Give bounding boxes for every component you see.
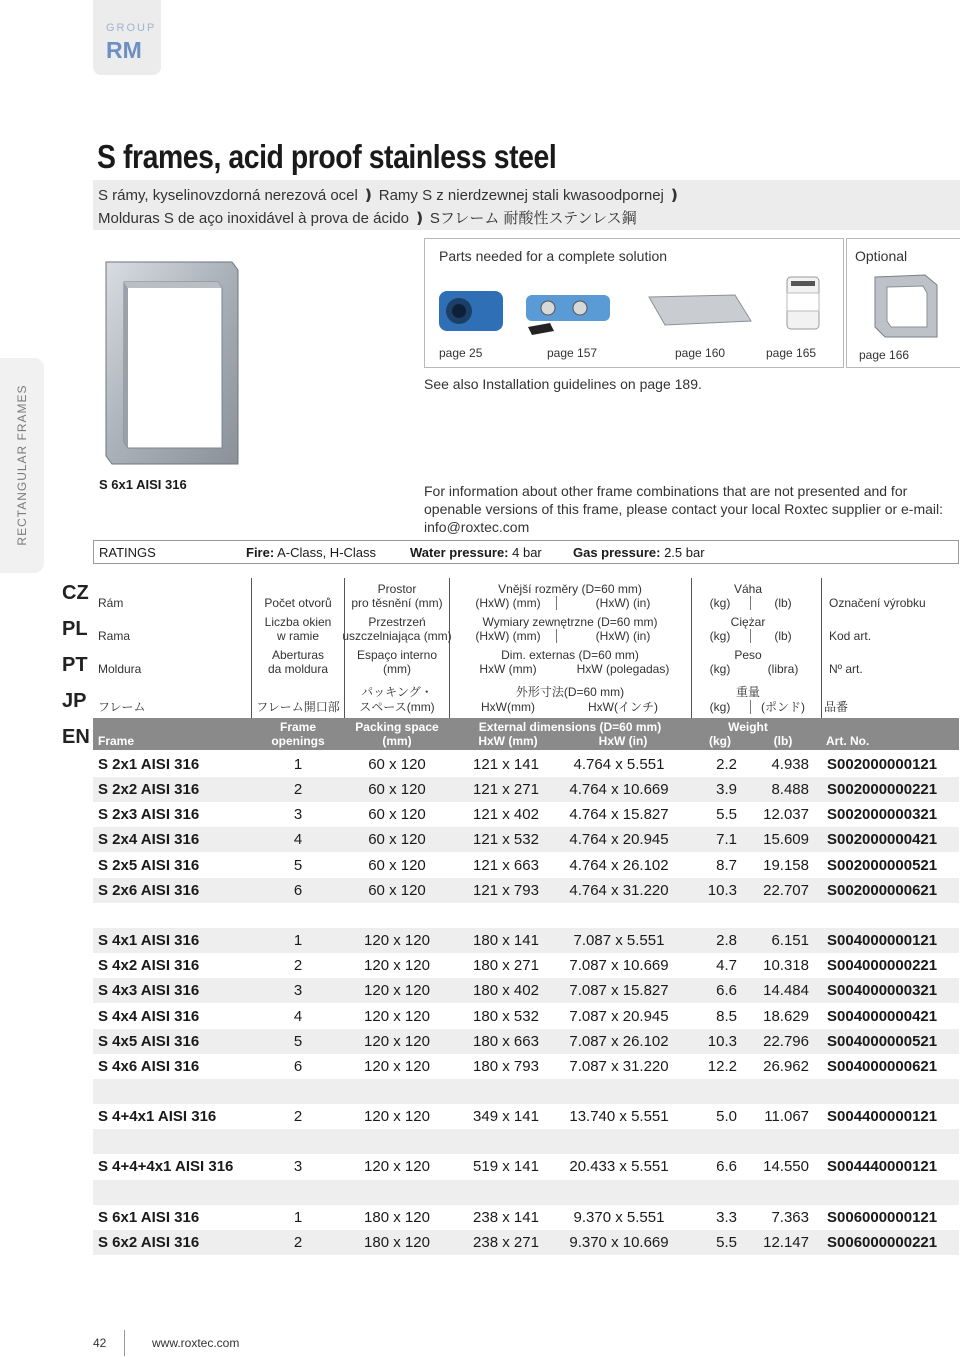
cell-ext-in: 13.740 x 5.551 bbox=[569, 1108, 669, 1126]
hdr-ext-mm: (HxW) (mm) bbox=[475, 629, 541, 643]
cell-art: S004000000421 bbox=[827, 1007, 938, 1025]
lubricant-image bbox=[783, 273, 823, 333]
cell-lb: 26.962 bbox=[763, 1057, 809, 1075]
optional-frame-image bbox=[865, 271, 945, 341]
cell-packing: 120 x 120 bbox=[364, 932, 430, 950]
cell-art: S004400000121 bbox=[827, 1108, 938, 1126]
cell-lb: 12.037 bbox=[763, 806, 809, 824]
gas-rating bbox=[573, 545, 705, 560]
cell-art: S002000000221 bbox=[827, 781, 938, 799]
page-title: S frames, acid proof stainless steel bbox=[97, 138, 557, 175]
cell-name: S 4+4x1 AISI 316 bbox=[98, 1108, 217, 1126]
ratings-bar bbox=[93, 540, 959, 564]
cell-ext-mm: 519 x 141 bbox=[473, 1158, 539, 1176]
cell-kg: 6.6 bbox=[716, 982, 737, 1000]
product-label: S 6x1 AISI 316 bbox=[99, 477, 187, 492]
cell-openings: 5 bbox=[293, 856, 303, 874]
table-row bbox=[93, 1004, 959, 1029]
fire-value: A-Class, H-Class bbox=[277, 545, 377, 560]
cell-art: S002000000621 bbox=[827, 881, 938, 899]
water-label: Water pressure: bbox=[410, 545, 509, 560]
cell-lb: 11.067 bbox=[764, 1108, 809, 1126]
cell-ext-in: 9.370 x 5.551 bbox=[573, 1208, 665, 1226]
cell-art: S006000000121 bbox=[827, 1208, 938, 1226]
cell-name: S 2x1 AISI 316 bbox=[98, 756, 200, 773]
group-tab bbox=[93, 0, 161, 75]
cell-ext-in: 4.764 x 5.551 bbox=[573, 756, 665, 773]
cell-name: S 6x1 AISI 316 bbox=[98, 1208, 200, 1226]
cell-openings: 1 bbox=[293, 932, 303, 950]
cell-packing: 60 x 120 bbox=[368, 781, 426, 799]
hdr-packing-2: (mm) bbox=[382, 734, 412, 748]
cell-openings: 2 bbox=[293, 957, 303, 975]
hdr-weight: Ciężar bbox=[730, 615, 766, 629]
cell-lb: 19.158 bbox=[763, 856, 809, 874]
cell-kg: 5.5 bbox=[716, 1233, 737, 1251]
cell-lb: 22.796 bbox=[763, 1032, 809, 1050]
header-row-pt bbox=[93, 647, 959, 679]
cell-ext-mm: 180 x 271 bbox=[473, 957, 539, 975]
cell-ext-in: 7.087 x 5.551 bbox=[573, 932, 665, 950]
cell-packing: 60 x 120 bbox=[368, 831, 426, 849]
header-row-cz bbox=[93, 580, 959, 612]
hdr-packing-2: uszczelniająca (mm) bbox=[342, 629, 452, 643]
cell-name: S 4x3 AISI 316 bbox=[98, 982, 200, 1000]
table-row bbox=[93, 903, 959, 928]
cell-ext-in: 4.764 x 31.220 bbox=[569, 881, 669, 899]
cell-kg: 5.0 bbox=[716, 1108, 737, 1126]
hdr-art: Art. No. bbox=[826, 734, 870, 748]
hdr-openings-2: openings bbox=[271, 734, 325, 748]
cell-packing: 120 x 120 bbox=[364, 1007, 430, 1025]
cell-kg: 8.5 bbox=[716, 1007, 737, 1025]
hdr-ext-mm: HxW (mm) bbox=[479, 662, 537, 676]
cell-kg: 2.8 bbox=[716, 932, 737, 950]
hdr-ext-mm: (HxW) (mm) bbox=[475, 596, 541, 610]
hdr-frame: Rám bbox=[98, 596, 124, 610]
hdr-lb: (ポンド) bbox=[761, 700, 805, 714]
hdr-kg: (kg) bbox=[709, 629, 731, 643]
cell-packing: 120 x 120 bbox=[364, 1057, 430, 1075]
cell-name: S 2x2 AISI 316 bbox=[98, 781, 200, 799]
cell-name: S 4x5 AISI 316 bbox=[98, 1032, 200, 1050]
hdr-art: Kod art. bbox=[829, 629, 872, 643]
hdr-packing-2: (mm) bbox=[383, 662, 411, 676]
table-row bbox=[93, 1029, 959, 1054]
header-row-jp bbox=[93, 683, 959, 717]
cell-art: S002000000421 bbox=[827, 831, 938, 849]
cell-art: S006000000221 bbox=[827, 1233, 938, 1251]
cell-art: S002000000521 bbox=[827, 856, 938, 874]
hdr-openings: Počet otvorů bbox=[264, 596, 332, 610]
hdr-lb: (lb) bbox=[774, 629, 792, 643]
cell-ext-in: 7.087 x 20.945 bbox=[569, 1007, 669, 1025]
hdr-frame: Moldura bbox=[98, 662, 142, 676]
hdr-ext-mm: HxW(mm) bbox=[481, 700, 535, 714]
cell-packing: 120 x 120 bbox=[364, 1108, 430, 1126]
hdr-kg: (kg) bbox=[709, 700, 731, 714]
hdr-weight: 重量 bbox=[735, 685, 760, 699]
side-tab bbox=[0, 358, 44, 573]
page-ref-2: page 157 bbox=[547, 346, 598, 360]
cell-packing: 60 x 120 bbox=[368, 881, 426, 899]
group-label: GROUP bbox=[106, 22, 157, 34]
cell-lb: 6.151 bbox=[771, 932, 809, 950]
hdr-ext-in: HxW(インチ) bbox=[588, 700, 658, 714]
cell-ext-in: 9.370 x 10.669 bbox=[569, 1233, 669, 1251]
hdr-packing-1: Prostor bbox=[377, 582, 417, 596]
cell-kg: 2.2 bbox=[716, 756, 737, 773]
cell-name: S 2x5 AISI 316 bbox=[98, 856, 200, 874]
cell-kg: 7.1 bbox=[716, 831, 737, 849]
cell-kg: 8.7 bbox=[716, 856, 737, 874]
hdr-openings: フレーム開口部 bbox=[256, 700, 340, 714]
cell-openings: 1 bbox=[293, 1208, 303, 1226]
table-row bbox=[93, 827, 959, 852]
gas-value: 2.5 bar bbox=[664, 545, 705, 560]
cell-art: S004000000621 bbox=[827, 1057, 938, 1075]
cell-kg: 4.7 bbox=[716, 957, 737, 975]
hdr-openings-2: w ramie bbox=[276, 629, 319, 643]
cell-ext-mm: 180 x 663 bbox=[473, 1032, 539, 1050]
cell-openings: 2 bbox=[293, 1108, 303, 1126]
cell-packing: 120 x 120 bbox=[364, 1158, 430, 1176]
cell-ext-in: 4.764 x 10.669 bbox=[569, 781, 669, 799]
cell-name: S 2x6 AISI 316 bbox=[98, 881, 200, 899]
gas-label: Gas pressure: bbox=[573, 545, 661, 560]
hdr-frame: Rama bbox=[98, 629, 131, 643]
table-row bbox=[93, 853, 959, 878]
hdr-ext: Vnější rozměry (D=60 mm) bbox=[498, 582, 642, 596]
cell-openings: 3 bbox=[293, 806, 303, 824]
cell-ext-mm: 349 x 141 bbox=[473, 1108, 539, 1126]
optional-title: Optional bbox=[855, 248, 908, 264]
hdr-weight: Weight bbox=[728, 720, 768, 734]
table-row bbox=[93, 777, 959, 802]
info-text: For information about other frame combinations that are not presented and for openable versions of this frame, please contact your local Roxtec supplier or e-mail: info@roxtec.com bbox=[424, 483, 944, 535]
table-row bbox=[93, 1054, 959, 1079]
lang-en: EN bbox=[62, 726, 90, 748]
cell-lb: 22.707 bbox=[763, 881, 809, 899]
hdr-art: 品番 bbox=[824, 700, 849, 714]
cell-ext-mm: 121 x 793 bbox=[473, 881, 539, 899]
lang-pt: PT bbox=[62, 654, 88, 676]
table-row bbox=[93, 878, 959, 903]
language-codes bbox=[62, 582, 88, 762]
hdr-frame: Frame bbox=[98, 734, 135, 748]
table-row bbox=[93, 1154, 959, 1179]
cell-openings: 2 bbox=[293, 1233, 303, 1251]
cell-art: S004000000121 bbox=[827, 932, 938, 950]
compression-unit-image bbox=[520, 279, 615, 339]
cell-ext-mm: 121 x 663 bbox=[473, 856, 539, 874]
lang-cz: CZ bbox=[62, 582, 89, 604]
hdr-packing-2: pro těsnění (mm) bbox=[351, 596, 443, 610]
table-row bbox=[93, 752, 959, 777]
footer-url: www.roxtec.com bbox=[152, 1336, 240, 1350]
table-row bbox=[93, 1180, 959, 1205]
optional-box bbox=[846, 238, 960, 368]
cell-name: S 6x2 AISI 316 bbox=[98, 1233, 200, 1251]
hdr-ext-in: (HxW) (in) bbox=[595, 596, 651, 610]
lang-pl: PL bbox=[62, 618, 88, 640]
cell-ext-in: 4.764 x 20.945 bbox=[569, 831, 669, 849]
cell-ext-in: 7.087 x 31.220 bbox=[569, 1057, 669, 1075]
cell-ext-mm: 121 x 271 bbox=[473, 781, 539, 799]
cell-packing: 60 x 120 bbox=[368, 856, 426, 874]
hdr-kg: (kg) bbox=[709, 596, 731, 610]
cell-art: S002000000321 bbox=[827, 806, 938, 824]
stayplate-image bbox=[645, 287, 755, 332]
cell-ext-in: 4.764 x 26.102 bbox=[569, 856, 669, 874]
cell-ext-in: 20.433 x 5.551 bbox=[569, 1158, 669, 1176]
fire-label: Fire: bbox=[246, 545, 275, 560]
cell-kg: 10.3 bbox=[707, 881, 737, 899]
cell-openings: 2 bbox=[293, 781, 303, 799]
hdr-frame: フレーム bbox=[98, 700, 146, 714]
cell-kg: 5.5 bbox=[716, 806, 737, 824]
cell-packing: 180 x 120 bbox=[364, 1233, 430, 1251]
hdr-ext-in: (HxW) (in) bbox=[595, 629, 651, 643]
cell-ext-mm: 180 x 141 bbox=[473, 932, 539, 950]
hdr-ext-in: HxW (in) bbox=[598, 734, 648, 748]
cell-openings: 5 bbox=[293, 1032, 303, 1050]
cell-lb: 12.147 bbox=[763, 1233, 809, 1251]
cell-ext-mm: 121 x 141 bbox=[473, 756, 539, 773]
cell-lb: 8.488 bbox=[771, 781, 809, 799]
hdr-packing-1: パッキング・ bbox=[361, 685, 433, 699]
page-ref-3: page 160 bbox=[675, 346, 726, 360]
table-row bbox=[93, 978, 959, 1003]
cell-packing: 60 x 120 bbox=[368, 756, 426, 773]
cell-ext-mm: 121 x 532 bbox=[473, 831, 539, 849]
table-row bbox=[93, 1079, 959, 1104]
water-value: 4 bar bbox=[512, 545, 542, 560]
cell-name: S 4x1 AISI 316 bbox=[98, 932, 200, 950]
cell-packing: 180 x 120 bbox=[364, 1208, 430, 1226]
cell-openings: 4 bbox=[293, 1007, 303, 1025]
cell-kg: 3.3 bbox=[716, 1208, 737, 1226]
cell-ext-in: 7.087 x 10.669 bbox=[569, 957, 669, 975]
page-number: 42 bbox=[93, 1336, 107, 1350]
table-row bbox=[93, 1230, 959, 1255]
cell-openings: 3 bbox=[293, 982, 303, 1000]
cell-art: S004000000321 bbox=[827, 982, 938, 1000]
side-tab-label: RECTANGULAR FRAMES bbox=[15, 384, 29, 546]
cell-art: S002000000121 bbox=[827, 756, 938, 773]
group-code: RM bbox=[106, 37, 142, 63]
hdr-kg: (kg) bbox=[709, 734, 731, 748]
table-row bbox=[93, 928, 959, 953]
cell-lb: 14.550 bbox=[763, 1158, 809, 1176]
cell-ext-in: 4.764 x 15.827 bbox=[569, 806, 669, 824]
cell-name: S 2x4 AISI 316 bbox=[98, 831, 200, 849]
hdr-lb: (lb) bbox=[773, 734, 793, 748]
hdr-openings-1: Liczba okien bbox=[264, 615, 332, 629]
hdr-ext: Wymiary zewnętrzne (D=60 mm) bbox=[482, 615, 658, 629]
hdr-packing-1: Espaço interno bbox=[356, 648, 438, 662]
cell-openings: 1 bbox=[293, 756, 303, 773]
ratings-label: RATINGS bbox=[99, 545, 156, 560]
cell-ext-mm: 238 x 271 bbox=[473, 1233, 539, 1251]
fire-rating bbox=[246, 545, 376, 560]
parts-needed-box bbox=[424, 238, 844, 368]
table-row bbox=[93, 1104, 959, 1129]
header-row-pl bbox=[93, 614, 959, 646]
hdr-art: Nº art. bbox=[829, 662, 863, 676]
cell-ext-mm: 180 x 402 bbox=[473, 982, 539, 1000]
cell-openings: 6 bbox=[293, 881, 303, 899]
page-ref-4: page 165 bbox=[766, 346, 817, 360]
table-row bbox=[93, 953, 959, 978]
cell-lb: 18.629 bbox=[763, 1007, 809, 1025]
cell-lb: 4.938 bbox=[771, 756, 809, 773]
cell-openings: 3 bbox=[293, 1158, 303, 1176]
hdr-weight: Peso bbox=[734, 648, 762, 662]
hdr-ext-in: HxW (polegadas) bbox=[576, 662, 670, 676]
cell-name: S 4+4+4x1 AISI 316 bbox=[98, 1158, 234, 1176]
cell-ext-in: 7.087 x 15.827 bbox=[569, 982, 669, 1000]
cell-packing: 120 x 120 bbox=[364, 982, 430, 1000]
cell-ext-mm: 238 x 141 bbox=[473, 1208, 539, 1226]
page-ref-1: page 25 bbox=[439, 346, 483, 360]
header-row-en bbox=[93, 718, 959, 750]
hdr-ext: Dim. externas (D=60 mm) bbox=[501, 648, 639, 662]
cell-packing: 120 x 120 bbox=[364, 957, 430, 975]
frame-product-image bbox=[96, 258, 242, 470]
cell-lb: 14.484 bbox=[763, 982, 809, 1000]
subtitle-line-1: S rámy, kyselinovzdorná nerezová ocel ❫ Ramy S z nierdzewnej stali kwasoodpornej ❫ bbox=[98, 187, 681, 204]
cell-name: S 4x6 AISI 316 bbox=[98, 1057, 200, 1075]
cell-kg: 10.3 bbox=[707, 1032, 737, 1050]
cell-ext-mm: 121 x 402 bbox=[473, 806, 539, 824]
parts-title: Parts needed for a complete solution bbox=[439, 248, 668, 264]
water-rating bbox=[410, 545, 542, 560]
footer-divider bbox=[124, 1330, 125, 1356]
cell-ext-in: 7.087 x 26.102 bbox=[569, 1032, 669, 1050]
cell-packing: 120 x 120 bbox=[364, 1032, 430, 1050]
table-row bbox=[93, 1129, 959, 1154]
cell-name: S 4x4 AISI 316 bbox=[98, 1007, 200, 1025]
hdr-packing-2: スペース(mm) bbox=[359, 700, 435, 714]
hdr-weight: Váha bbox=[733, 582, 763, 596]
hdr-packing-1: Przestrzeń bbox=[368, 615, 426, 629]
hdr-openings-1: Aberturas bbox=[271, 648, 325, 662]
table-row bbox=[93, 802, 959, 827]
lang-jp: JP bbox=[62, 690, 87, 712]
hdr-ext-mm: HxW (mm) bbox=[478, 734, 538, 748]
hdr-openings-2: da moldura bbox=[267, 662, 329, 676]
cell-art: S004000000221 bbox=[827, 957, 938, 975]
hdr-kg: (kg) bbox=[709, 662, 731, 676]
hdr-openings-1: Frame bbox=[279, 720, 317, 734]
cell-art: S004440000121 bbox=[827, 1158, 938, 1176]
cell-kg: 12.2 bbox=[707, 1057, 737, 1075]
cell-lb: 15.609 bbox=[763, 831, 809, 849]
cell-name: S 4x2 AISI 316 bbox=[98, 957, 200, 975]
subtitle-band bbox=[93, 180, 960, 230]
hdr-lb: (libra) bbox=[767, 662, 799, 676]
subtitle-line-2: Molduras S de aço inoxidável à prova de ácido ❫ Sフレーム 耐酸性ステンレス鋼 bbox=[98, 210, 637, 227]
cell-ext-mm: 180 x 793 bbox=[473, 1057, 539, 1075]
cell-name: S 2x3 AISI 316 bbox=[98, 806, 200, 824]
cell-lb: 10.318 bbox=[763, 957, 809, 975]
sealing-module-image bbox=[435, 279, 515, 339]
cell-ext-mm: 180 x 532 bbox=[473, 1007, 539, 1025]
cell-art: S004000000521 bbox=[827, 1032, 938, 1050]
hdr-packing-1: Packing space bbox=[355, 720, 439, 734]
cell-openings: 6 bbox=[293, 1057, 303, 1075]
cell-kg: 3.9 bbox=[716, 781, 737, 799]
hdr-art: Označení výrobku bbox=[829, 596, 926, 610]
optional-page-ref: page 166 bbox=[859, 348, 910, 362]
see-also-note: See also Installation guidelines on page 189. bbox=[424, 376, 702, 392]
hdr-ext: 外形寸法(D=60 mm) bbox=[515, 685, 625, 699]
cell-openings: 4 bbox=[293, 831, 303, 849]
cell-packing: 60 x 120 bbox=[368, 806, 426, 824]
table-row bbox=[93, 1205, 959, 1230]
hdr-lb: (lb) bbox=[774, 596, 792, 610]
cell-lb: 7.363 bbox=[771, 1208, 809, 1226]
hdr-ext: External dimensions (D=60 mm) bbox=[478, 720, 662, 734]
cell-kg: 6.6 bbox=[716, 1158, 737, 1176]
